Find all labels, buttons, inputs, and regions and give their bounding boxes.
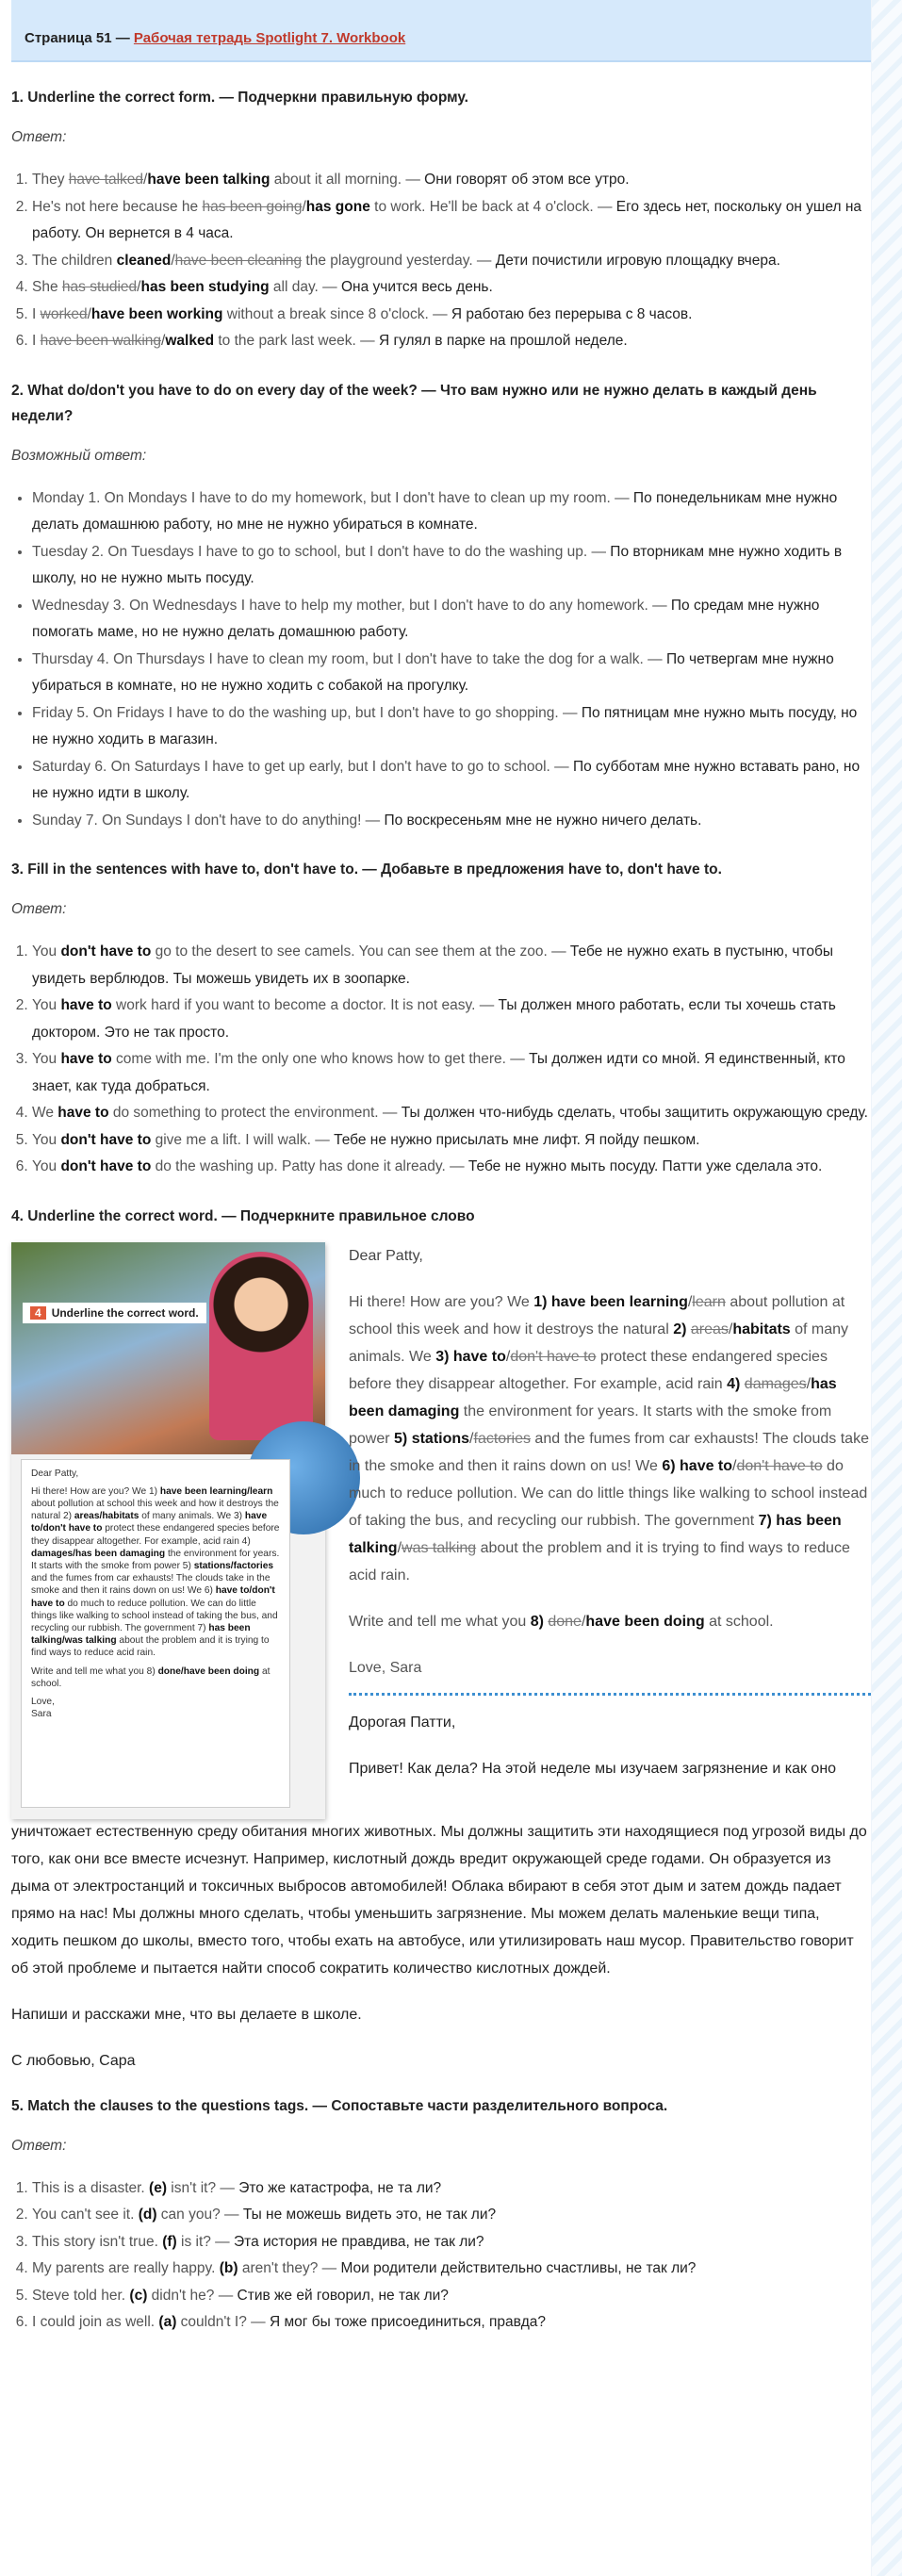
correct-answer: 3) have to [435,1348,506,1365]
exercise-3 [11,857,871,1181]
exercise-3-title: 3. Fill in the sentences with have to, don't have to. — Добавьте в предложения have to, don't have to. [11,861,722,878]
letter-signoff: Love, Sara [349,1659,422,1676]
list-item: 1. This is a disaster. (e) isn't it? — Это же катастрофа, не та ли? [32,2175,871,2203]
correct-answer: 5) stations [394,1430,470,1447]
list-item: 5. You don't have to give me a lift. I will walk. — Тебе не нужно присылать мне лифт. Я пойду пешком. [32,1127,871,1155]
answer-phrase: don't have to [60,1131,152,1148]
exercise-1-list [11,167,871,355]
letter-paragraph-2: Write and tell me what you 8) done/have been doing at school. [349,1613,774,1630]
wrong-answer: factories [473,1430,531,1447]
exercise-2-list [11,485,871,835]
letter-answer [349,1242,871,1782]
correct-answer: 4) [727,1375,745,1392]
wrong-answer: was talking [402,1539,477,1556]
correct-answer: have been doing [585,1613,705,1630]
translation: Тебе не нужно присылать мне лифт. Я пойду пешком. [334,1131,700,1148]
textbook-image [11,1242,325,1819]
list-item: 4. My parents are really happy. (b) aren't they? — Мои родители действительно счастливы, не так ли? [32,2256,871,2283]
list-item: 2. You can't see it. (d) can you? — Ты не можешь видеть это, не так ли? [32,2202,871,2229]
page-number-label: Страница 51 — [25,30,134,46]
correct-answer: 7) has been talking [349,1512,842,1556]
answer-label: Ответ: [11,129,67,145]
answer-phrase: don't have to [60,1158,152,1174]
answer-phrase: don't have to [60,943,152,960]
wrong-answer: have been walking [40,333,162,349]
possible-answer-label: Возможный ответ: [11,447,147,464]
exercise-5-list [11,2175,871,2337]
match-letter: (f) [162,2233,177,2250]
translation: Ты не можешь видеть это, не так ли? [242,2207,497,2223]
list-item: 5. Steve told her. (c) didn't he? — Стив же ей говорил, не так ли? [32,2283,871,2310]
answer-label: Ответ: [11,901,67,917]
side-decoration [871,0,902,2576]
list-item: 2. He's not here because he has been going/has gone to work. He'll be back at 4 o'clock. — Его здесь нет, поскольку он ушел на работу. Он вернется в 4 часа. [32,194,871,248]
workbook-link[interactable]: Рабочая тетрадь Spotlight 7. Workbook [133,30,406,46]
ru-letter-start: Привет! Как дела? На этой неделе мы изучаем загрязнение и как оно [349,1760,837,1777]
list-item: 6. I have been walking/walked to the park last week. — Я гулял в парке на прошлой неделе. [32,328,871,355]
letter-block [11,1242,871,1822]
list-item: • Friday 5. On Fridays I have to do the washing up, but I don't have to go shopping. — По пятницам мне нужно мыть посуду, но не нужно ходить в магазин. [32,700,871,754]
match-letter: (b) [219,2260,238,2276]
correct-answer: 8) [530,1613,549,1630]
match-letter: (a) [158,2314,177,2330]
wrong-answer: has studied [61,279,138,295]
translation: По понедельникам мне нужно делать домашнюю работу, но мне не нужно убираться в комнате. [32,489,838,533]
wrong-answer: have been cleaning [174,252,303,269]
wrong-answer: has been going [202,198,303,215]
exercise-4 [11,1204,871,2075]
wrong-answer: don't have to [736,1457,823,1474]
translation: Его здесь нет, поскольку он ушел на работу. Он вернется в 4 часа. [32,198,862,241]
girl-illustration [209,1252,313,1440]
translation: Я гулял в парке на прошлой неделе. [378,333,628,349]
page-header [11,0,871,62]
match-letter: (c) [129,2287,148,2304]
list-item: 3. This story isn't true. (f) is it? — Эта история не правдива, не так ли? [32,2229,871,2256]
list-item: 2. You have to work hard if you want to become a doctor. It is not easy. — Ты должен много работать, если ты хочешь стать доктором. Это не так просто. [32,993,871,1046]
ru-letter-greeting: Дорогая Патти, [349,1714,456,1731]
list-item: • Tuesday 2. On Tuesdays I have to go to school, but I don't have to do the washing up. — По вторникам мне нужно ходить в школу, но не нужно мыть посуду. [32,539,871,593]
translation: Она учится весь день. [340,279,493,295]
book-task-tag: 4 Underline the correct word. [23,1303,206,1323]
ru-letter-signoff: С любовью, Сара [11,2052,136,2069]
exercise-5 [11,2093,871,2337]
answer-phrase: have to [60,1051,112,1067]
wrong-answer: have talked [68,172,144,188]
translation: По средам мне нужно помогать маме, но не нужно делать домашнюю работу. [32,597,820,640]
list-item: 6. You don't have to do the washing up. Patty has done it already. — Тебе не нужно мыть посуду. Патти уже сделала это. [32,1154,871,1181]
correct-answer: have been talking [147,172,271,188]
wrong-answer: done [548,1613,582,1630]
page-header-text [25,30,405,46]
list-item: 5. I worked/have been working without a break since 8 o'clock. — Я работаю без перерыва с 8 часов. [32,302,871,329]
list-item: 1. They have talked/have been talking about it all morning. — Они говорят об этом все утро. [32,167,871,194]
match-letter: (e) [149,2179,167,2196]
translation: Тебе не нужно мыть посуду. Патти уже сделала это. [467,1158,823,1174]
list-item: • Sunday 7. On Sundays I don't have to do anything! — По воскресеньям мне не нужно ничего делать. [32,808,871,835]
exercise-2 [11,378,871,835]
translation: По пятницам мне нужно мыть посуду, но не нужно ходить в магазин. [32,704,858,747]
translation: По воскресеньям мне не нужно ничего делать. [384,812,702,829]
correct-answer: habitats [732,1321,791,1337]
translation: По четвергам мне нужно убираться в комнате, но не нужно ходить с собакой на прогулку. [32,650,834,694]
wrong-answer: learn [692,1293,726,1310]
translation: Ты должен идти со мной. Я единственный, кто знает, как туда добраться. [32,1051,845,1094]
translation: Эта история не правдива, не так ли? [234,2233,484,2250]
correct-answer: 6) have to [662,1457,733,1474]
exercise-1-title: 1. Underline the correct form. — Подчеркни правильную форму. [11,90,468,106]
list-item: 3. The children cleaned/have been cleaning the playground yesterday. — Дети почистили игровую площадку вчера. [32,248,871,275]
letter-greeting: Dear Patty, [349,1247,423,1264]
translation: По субботам мне нужно вставать рано, но не нужно идти в школу. [32,758,861,801]
correct-answer: has been damaging [349,1375,837,1419]
translation: Они говорят об этом все утро. [424,172,630,188]
ru-letter-paragraph-1: уничтожает естественную среду обитания многих животных. Мы должны защитить эти находящиеся под угрозой виды до того, как они все вместе исчезнут. Например, кислотный дождь вредит окружающей среде годами. Он образуется из дыма от электростанций и токсичных выбросов автомобилей! Облака вбирают в себя этот дым и затем дождь падает прямо на нас! Мы должны много сделать, чтобы уменьшить загрязнение. Мы можем делать маленькие вещи типа, ходить пешком до школы, вместо того, чтобы ехать на автобусе, или утилизировать наш мусор. Правительство говорит об этой проблеме и пытается найти способ сократить количество кислотных дождей. [11,1823,867,1977]
translation: Дети почистили игровую площадку вчера. [495,252,780,269]
translation: Я мог бы тоже присоединиться, правда? [269,2314,547,2330]
answer-phrase: have to [57,1105,109,1121]
list-item: • Monday 1. On Mondays I have to do my homework, but I don't have to clean up my room. — По понедельникам мне нужно делать домашнюю работу, но мне не нужно убираться в комнате. [32,485,871,539]
page-content [11,0,871,2359]
correct-answer: 2) [673,1321,691,1337]
list-item: • Wednesday 3. On Wednesdays I have to help my mother, but I don't have to do any homework. — По средам мне нужно помогать маме, но не нужно делать домашнюю работу. [32,593,871,647]
exercise-4-title: 4. Underline the correct word. — Подчеркните правильное слово [11,1207,475,1224]
exercise-5-title: 5. Match the clauses to the questions tags. — Сопоставьте части разделительного вопроса. [11,2097,668,2114]
list-item: 1. You don't have to go to the desert to see camels. You can see them at the zoo. — Тебе не нужно ехать в пустыню, чтобы увидеть верблюдов. Ты можешь увидеть их в зоопарке. [32,939,871,993]
translation: Мои родители действительно счастливы, не так ли? [340,2260,697,2276]
letter-paragraph-1: Hi there! How are you? We 1) have been learning/learn about pollution at school this week and how it destroys the natural 2) areas/habitats of many animals. We 3) have to/don't have to protect these endangered species before they disappear altogether. For example, acid rain 4) damages/has been damaging the environment for years. It starts with the smoke from power 5) stations/factories and the fumes from car exhausts! The clouds take in the smoke and then it rains down on us! We 6) have to/don't have to do much to reduce pollution. We can do little things like walking to school instead of taking the bus, and recycling our rubbish. The government 7) has been talking/was talking about the problem and it is trying to find ways to reduce acid rain. [349,1293,869,1583]
translation: Ты должен что-нибудь сделать, чтобы защитить окружающую среду. [401,1105,868,1121]
book-letter-card: Dear Patty, Hi there! How are you? We 1) have been learning/learn about pollution at school this week and how it destroys the natural 2) areas/habitats of many animals. We 3) have to/don't have to protect these endangered species before they disappear altogether. For example, acid rain 4) damages/has been damaging the environment for years. It starts with the smoke from power 5) stations/factories and the fumes from car exhausts! The clouds take in the smoke and then it rains down on us! We 6) have to/don't have to do much to reduce pollution. We can do little things like walking to school instead of taking the bus, and recycling our rubbish. The government 7) has been talking/was talking about the problem and it is trying to find ways to reduce acid rain. Write and tell me what you 8) done/have been doing at school. Love, Sara [21,1459,290,1808]
list-item: 4. We have to do something to protect the environment. — Ты должен что-нибудь сделать, чтобы защитить окружающую среду. [32,1100,871,1127]
translation: Тебе не нужно ехать в пустыню, чтобы увидеть верблюдов. Ты можешь увидеть их в зоопарке. [32,943,833,987]
wrong-answer: worked [40,305,88,322]
list-item: • Thursday 4. On Thursdays I have to clean my room, but I don't have to take the dog for a walk. — По четвергам мне нужно убираться в комнате, но не нужно ходить с собакой на прогулку. [32,647,871,700]
ru-letter-paragraph-2: Напиши и расскажи мне, что вы делаете в школе. [11,2006,362,2023]
answer-label: Ответ: [11,2137,67,2154]
wrong-answer: damages [744,1375,807,1392]
ru-letter-body [11,1818,871,2075]
wrong-answer: areas [690,1321,729,1337]
exercise-3-list [11,939,871,1181]
match-letter: (d) [138,2207,157,2223]
list-item: • Saturday 6. On Saturdays I have to get up early, but I don't have to go to school. — По субботам мне нужно вставать рано, но не нужно идти в школу. [32,754,871,808]
translation: Ты должен много работать, если ты хочешь стать доктором. Это не так просто. [32,997,836,1041]
dotted-divider [349,1693,871,1696]
answer-phrase: have to [60,997,112,1013]
translation: По вторникам мне нужно ходить в школу, но не нужно мыть посуду. [32,543,843,586]
exercise-1 [11,85,871,355]
correct-answer: walked [165,333,215,349]
list-item: 3. You have to come with me. I'm the only one who knows how to get there. — Ты должен идти со мной. Я единственный, кто знает, как туда добраться. [32,1046,871,1100]
translation: Это же катастрофа, не та ли? [238,2179,442,2196]
list-item: 6. I could join as well. (a) couldn't I? — Я мог бы тоже присоединиться, правда? [32,2309,871,2337]
correct-answer: has been studying [140,279,270,295]
wrong-answer: don't have to [510,1348,597,1365]
correct-answer: has gone [305,198,370,215]
correct-answer: cleaned [116,252,172,269]
correct-answer: have been working [90,305,223,322]
list-item: 4. She has studied/has been studying all day. — Она учится весь день. [32,274,871,302]
translation: Я работаю без перерыва с 8 часов. [451,305,693,322]
exercise-2-title: 2. What do/don't you have to do on every day of the week? — Что вам нужно или не нужно делать в каждый день недели? [11,382,817,424]
translation: Стив же ей говорил, не так ли? [237,2287,449,2304]
correct-answer: 1) have been learning [533,1293,688,1310]
